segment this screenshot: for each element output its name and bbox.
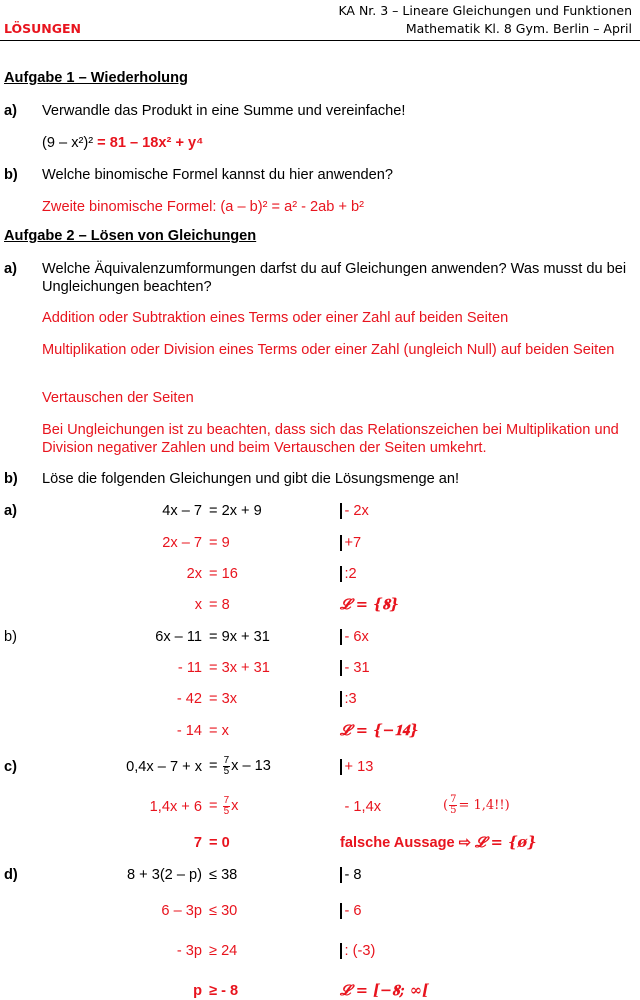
eq-c-row2-left: 1,4x + 6 [149, 799, 202, 815]
eq-b-row3-op: :3 [340, 690, 357, 708]
eq-a-row4-left: x [194, 597, 202, 613]
a1-a-answer: = 81 – 18x² + y⁴ [97, 135, 204, 151]
eq-a-row3-right: = 16 [209, 566, 238, 582]
header-line2: Mathematik Kl. 8 Gym. Berlin – April [405, 21, 632, 36]
eq-c-row2-right: = $\frac{7}{5}$ x [209, 794, 239, 817]
eq-b-row4-right: = x [209, 723, 229, 739]
eq-c-row3-left: 7 [193, 835, 202, 851]
a2-a-question: Welche Äquivalenzumformungen darfst du auf Gleichungen anwenden? Was musst du bei Ungleichungen beachten? [42, 261, 627, 295]
eq-a-row3-op: :2 [340, 565, 357, 583]
eq-c-row3-right: = 0 [209, 835, 230, 851]
eq-a-row2-right: = 9 [209, 535, 230, 551]
a2-answer-4: Bei Ungleichungen ist zu beachten, dass sich das Relationszeichen bei Multiplikation und Division negativer Zahlen und beim Vertauschen der Seiten umkehrt. [42, 422, 619, 456]
eq-c-row1-right: = $\frac{7}{5}$ x – 13 [209, 754, 271, 777]
eq-a-row2-left: 2x – 7 [162, 535, 202, 551]
a1-a-expression: (9 – x²)² = 81 – 18x² + y⁴ [42, 135, 204, 151]
eq-c-row2-op: - 1,4x [344, 799, 381, 815]
eq-d-label: d) [4, 867, 18, 883]
eq-b-row1-right: = 9x + 31 [209, 629, 270, 645]
header-rule [0, 40, 640, 41]
eq-d-row3-left: - 3p [176, 943, 202, 959]
a1-a-label: a) [4, 103, 17, 119]
header-label: LÖSUNGEN [4, 21, 82, 36]
eq-d-row2-left: 6 – 3p [161, 903, 202, 919]
eq-b-label: b) [4, 629, 17, 645]
aufgabe1-title: Aufgabe 1 – Wiederholung [4, 70, 188, 86]
eq-d-row1-left: 8 + 3(2 – p) [126, 867, 202, 883]
eq-b-row1-left: 6x – 11 [155, 629, 202, 645]
eq-d-row3-op: : (-3) [340, 942, 375, 960]
eq-b-row2-right: = 3x + 31 [209, 660, 270, 676]
eq-a-row1-left: 4x – 7 [162, 503, 202, 519]
eq-d-row1-right: ≤ 38 [209, 867, 238, 883]
aufgabe2-title: Aufgabe 2 – Lösen von Gleichungen [4, 228, 257, 244]
eq-a-row4-right: = 8 [209, 597, 230, 613]
a1-b-answer: Zweite binomische Formel: (a – b)² = a² - 2ab + b² [42, 199, 364, 215]
fraction-7-5: $\frac{7}{5}$ [223, 794, 230, 817]
a2-answer-2: Multiplikation oder Division eines Terms oder einer Zahl (ungleich Null) auf beiden Seiten [42, 342, 615, 358]
fraction-7-5: $\frac{7}{5}$ [223, 754, 230, 777]
eq-a-label: a) [4, 503, 17, 519]
eq-d-row2-right: ≤ 30 [209, 903, 238, 919]
eq-d-row4-right: ≥ - 8 [209, 983, 239, 999]
eq-b-row1-op: - 6x [340, 628, 369, 646]
a2-answer-3: Vertauschen der Seiten [42, 390, 194, 406]
eq-b-row2-left: - 11 [177, 660, 202, 676]
eq-c-row3-solution: falsche Aussage ⇨ 𝓛 = {ø} [340, 834, 537, 851]
eq-c-row2-note: ( $\frac{7}{5}$ = 1,4!!) [443, 794, 510, 816]
a2-b-question: Löse die folgenden Gleichungen und gibt die Lösungsmenge an! [42, 471, 460, 487]
eq-c-row1-left: 0,4x – 7 + x [126, 759, 202, 775]
a1-b-label: b) [4, 167, 18, 183]
eq-a-row3-left: 2x [186, 566, 202, 582]
a2-answer-1: Addition oder Subtraktion eines Terms oder einer Zahl auf beiden Seiten [42, 310, 509, 326]
eq-a-row1-op: - 2x [340, 502, 369, 520]
eq-d-row3-right: ≥ 24 [209, 943, 238, 959]
eq-d-row4-left: p [193, 983, 202, 999]
a2-b-label: b) [4, 471, 18, 487]
a2-a-label: a) [4, 261, 17, 277]
eq-b-row3-left: - 42 [176, 691, 202, 707]
eq-d-row1-op: - 8 [340, 866, 362, 884]
header-line1: KA Nr. 3 – Lineare Gleichungen und Funktionen [338, 3, 632, 18]
eq-d-row2-op: - 6 [340, 902, 362, 920]
eq-c-label: c) [4, 759, 17, 775]
a1-a-question: Verwandle das Produkt in eine Summe und vereinfache! [42, 103, 406, 119]
eq-b-row3-right: = 3x [209, 691, 237, 707]
a1-b-question: Welche binomische Formel kannst du hier anwenden? [42, 167, 393, 183]
eq-a-row2-op: +7 [340, 534, 361, 552]
eq-a-solution-set: 𝓛 = {𝟖} [340, 596, 400, 613]
eq-b-solution-set: 𝓛 = {−𝟏𝟒} [340, 722, 419, 739]
eq-b-row4-left: - 14 [176, 723, 202, 739]
eq-b-row2-op: - 31 [340, 659, 370, 677]
eq-d-solution-set: 𝓛 = [−𝟖; ∞[ [340, 982, 429, 999]
eq-c-solution-set: 𝓛 = {ø} [474, 834, 537, 851]
eq-c-row1-op: + 13 [340, 758, 373, 776]
eq-a-row1-right: = 2x + 9 [209, 503, 262, 519]
